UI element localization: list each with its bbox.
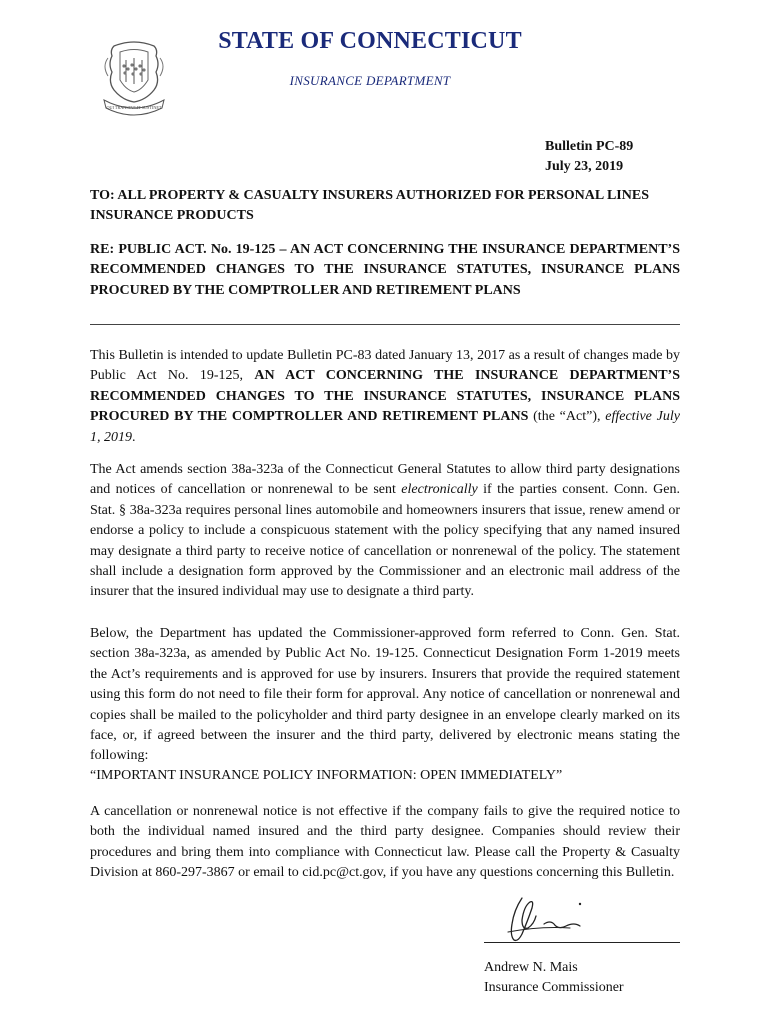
intro-text: This Bulletin is intended to update Bulletin PC-83 dated January 13, 2017 as a result of changes made by Public Act No. 19-125, bbox=[90, 348, 680, 384]
paragraph-form: Below, the Department has updated the Commissioner-approved form referred to Conn. Gen. Stat. section 38a-323a, as amended by Public Act No. 19-125. Connecticut Designation Form 1-2019 meets the Act’s requirements and is approved for use by insurers. Insurers that provide the required statement using this form do not need to file their form for approval. Any notice of cancellation or nonrenewal and copies shall be mailed to the policyholder and third party designee in an envelope clearly marked on its face, or, if agreed between the insurer and the third party, delivered by electronic means stating the following: bbox=[90, 626, 680, 764]
effective-date: effective July 1, 2019 bbox=[90, 409, 680, 445]
bulletin-date: July 23, 2019 bbox=[545, 159, 624, 174]
paragraph-intro bbox=[90, 346, 680, 448]
bulletin-number: Bulletin PC-89 bbox=[545, 139, 634, 154]
paragraph-amendment bbox=[90, 460, 680, 603]
signature-icon bbox=[500, 890, 620, 944]
department-name: INSURANCE DEPARTMENT bbox=[289, 73, 451, 88]
intro-end: . bbox=[132, 429, 136, 445]
state-title: STATE OF CONNECTICUT bbox=[218, 28, 522, 54]
act-reference: (the “Act”), bbox=[528, 409, 606, 425]
paragraph-compliance: A cancellation or nonrenewal notice is not effective if the company fails to give the required notice to both the individual named insured and the third party designee. Companies should review their procedures and bring them into compliance with Connecticut law. Please call the Property & Casualty Division at 860-297-3867 or email to cid.pc@ct.gov, if you have any questions concerning this Bulletin. bbox=[90, 804, 680, 881]
signer-name: Andrew N. Mais bbox=[484, 960, 578, 975]
bulletin-info bbox=[545, 137, 633, 177]
amendment-text-a: The Act amends section 38a-323a of the Connecticut General Statutes to allow third party designations and notices of cancellation or nonrenewal to be sent bbox=[90, 462, 680, 498]
signer-block bbox=[484, 958, 624, 998]
signature-line bbox=[484, 942, 680, 943]
svg-text:QUI TRANSTULIT SUSTINET: QUI TRANSTULIT SUSTINET bbox=[106, 105, 162, 110]
envelope-statement: “IMPORTANT INSURANCE POLICY INFORMATION: OPEN IMMEDIATELY” bbox=[90, 768, 563, 783]
amendment-text-b: if the parties consent. Conn. Gen. Stat. § 38a-323a requires personal lines automobile and homeowners insurers that issue, renew amend or endorse a policy to include a conspicuous statement with the policy specifying that any named insured may designate a third party to receive notice of cancellation or nonrenewal of the policy. The statement shall include a designation form approved by the Commissioner and an electronic mail address of the insurer that the insured individual may use to designate a third party. bbox=[90, 482, 680, 600]
signer-title: Insurance Commissioner bbox=[484, 980, 624, 995]
subject-line: RE: PUBLIC ACT. No. 19-125 – AN ACT CONCERNING THE INSURANCE DEPARTMENT’S RECOMMENDED CHANGES TO THE INSURANCE STATUTES, INSURANCE PLANS PROCURED BY THE COMPTROLLER AND RETIREMENT PLANS bbox=[90, 242, 680, 298]
act-title: AN ACT CONCERNING THE INSURANCE DEPARTMENT’S RECOMMENDED CHANGES TO THE INSURANCE STATUTES, INSURANCE PLANS PROCURED BY THE COMPTROLLER AND RETIREMENT PLANS bbox=[90, 368, 680, 425]
addressee-line: TO: ALL PROPERTY & CASUALTY INSURERS AUTHORIZED FOR PERSONAL LINES INSURANCE PRODUCTS bbox=[90, 188, 649, 224]
section-divider bbox=[90, 324, 680, 325]
amendment-emphasis: electronically bbox=[401, 482, 478, 498]
